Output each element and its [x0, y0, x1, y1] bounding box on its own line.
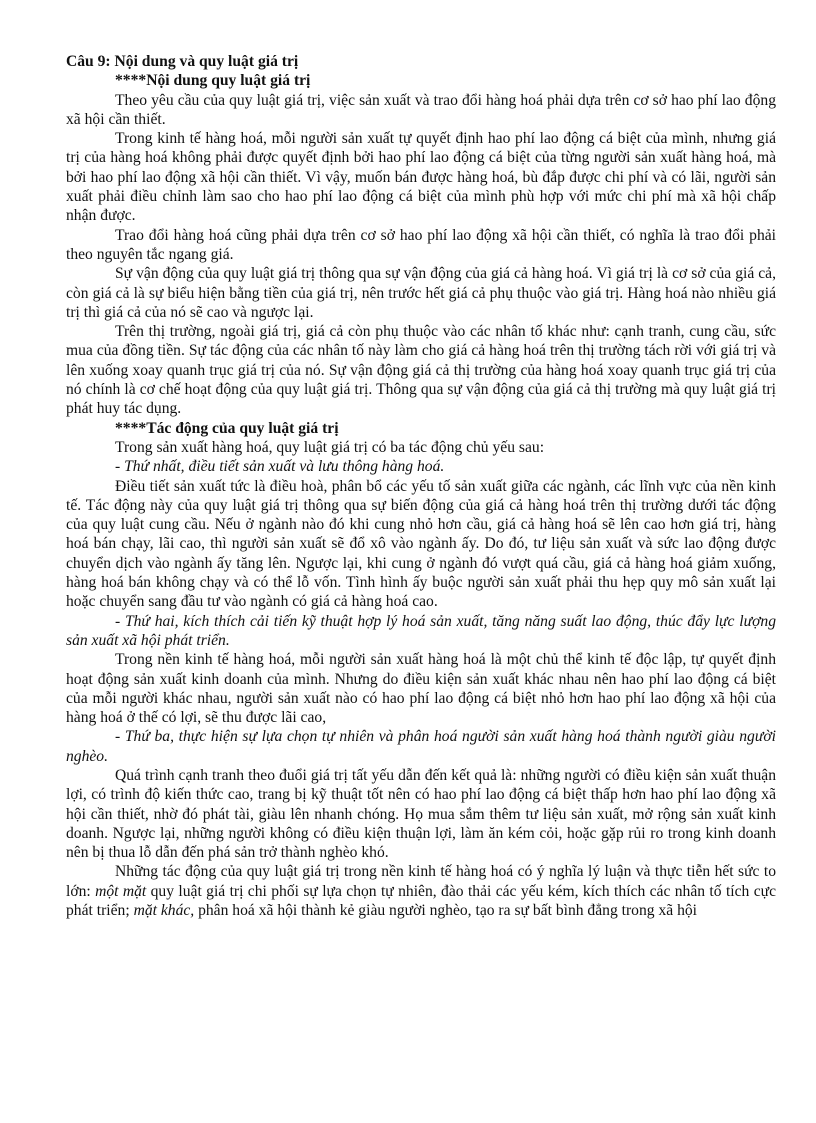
paragraph: Trong kinh tế hàng hoá, mỗi người sản xuất tự quyết định hao phí lao động cá biệt của mình, nhưng giá trị của hàng hoá không phải được quyết định bởi hao phí lao động cá biệt của từng người sản xuất hàng hoá, mà bởi hao phí lao động xã hội cần thiết. Vì vậy, muốn bán được hàng hoá, bù đắp được chi phí và có lãi, người sản xuất phải điều chỉnh làm sao cho hao phí lao động cá biệt của mình phù hợp với mức chi phí mà xã hội chấp nhận được.	[66, 130, 776, 225]
paragraph: Theo yêu cầu của quy luật giá trị, việc sản xuất và trao đổi hàng hoá phải dựa trên cơ sở hao phí lao động xã hội cần thiết.	[66, 91, 776, 128]
paragraph: Trong nền kinh tế hàng hoá, mỗi người sản xuất hàng hoá là một chủ thể kinh tế độc lập, tự quyết định hoạt động sản xuất kinh doanh của mình. Nhưng do điều kiện sản xuất khác nhau nên hao phí lao động cá biệt của mỗi người khác nhau, người sản xuất nào có hao phí lao động cá biệt nhỏ hơn hao phí lao động xã hội của hàng hoá ở thế có lợi, sẽ thu được lãi cao,	[66, 651, 776, 727]
effect-heading: - Thứ hai, kích thích cải tiến kỹ thuật hợp lý hoá sản xuất, tăng năng suất lao động, thúc đẩy lực lượng sản xuất xã hội phát triển.	[66, 612, 776, 649]
paragraph: Điều tiết sản xuất tức là điều hoà, phân bổ các yếu tố sản xuất giữa các ngành, các lĩnh vực của nền kinh tế. Tác động này của quy luật giá trị thông qua sự biến động của giá cả hàng hoá trên thị trường dưới tác động của quy luật cung cầu. Nếu ở ngành nào đó khi cung nhỏ hơn cầu, giá cả hàng hoá sẽ lên cao hơn giá trị, hàng hoá bán chạy, lãi cao, thì người sản xuất sẽ đổ xô vào ngành ấy. Do đó, tư liệu sản xuất và sức lao động được chuyển dịch vào ngành ấy tăng lên. Ngược lại, khi cung ở ngành đó vượt quá cầu, giá cả hàng hoá giảm xuống, hàng hoá bán không chạy và có thể lỗ vốn. Tình hình ấy buộc người sản xuất phải thu hẹp quy mô sản xuất lại hoặc chuyển sang đầu tư vào ngành có giá cả hàng hoá cao.	[66, 477, 776, 611]
emphasis-text: mặt khác,	[133, 902, 195, 920]
effect-heading: - Thứ nhất, điều tiết sản xuất và lưu thông hàng hoá.	[115, 458, 445, 476]
paragraph: Quá trình cạnh tranh theo đuổi giá trị tất yếu dẫn đến kết quả là: những người có điều kiện sản xuất thuận lợi, có trình độ kiến thức cao, trang bị kỹ thuật tốt nên có hao phí lao động cá biệt thấp hơn hao phí lao động xã hội cần thiết, nhờ đó phát tài, giàu lên nhanh chóng. Họ mua sắm thêm tư liệu sản xuất, mở rộng sản xuất kinh doanh. Ngược lại, những người không có điều kiện thuận lợi, làm ăn kém cỏi, hoặc gặp rủi ro trong kinh doanh nên bị thua lỗ dẫn đến phá sản trở thành nghèo khó.	[66, 766, 776, 862]
conclusion-text: Những tác động của quy luật giá trị trong nền kinh tế hàng hoá có ý nghĩa lý luận và thực tiễn hết sức to lớn:	[66, 863, 776, 900]
paragraph: Sự vận động của quy luật giá trị thông qua sự vận động của giá cả hàng hoá. Vì giá trị là cơ sở của giá cả, còn giá cả là sự biểu hiện bằng tiền của giá trị, nên trước hết giá cả phụ thuộc vào giá trị. Hàng hoá nào nhiều giá trị thì giá cả của nó sẽ cao và ngược lại.	[66, 265, 776, 321]
section-heading-content: ****Nội dung quy luật giá trị	[115, 72, 311, 90]
effect-heading: - Thứ ba, thực hiện sự lựa chọn tự nhiên và phân hoá người sản xuất hàng hoá thành người giàu người nghèo.	[66, 728, 776, 765]
paragraph: Trên thị trường, ngoài giá trị, giá cả còn phụ thuộc vào các nhân tố khác như: cạnh tranh, cung cầu, sức mua của đồng tiền. Sự tác động của các nhân tố này làm cho giá cả hàng hoá trên thị trường tách rời với giá trị và lên xuống xoay quanh trục giá trị của nó. Sự vận động giá cả thị trường của hàng hoá xoay quanh trục giá trị của nó chính là cơ chế hoạt động của quy luật giá trị. Thông qua sự vận động của giá cả thị trường mà quy luật giá trị phát huy tác dụng.	[66, 323, 776, 418]
page-title: Câu 9: Nội dung và quy luật giá trị	[66, 53, 299, 70]
paragraph: Trong sản xuất hàng hoá, quy luật giá trị có ba tác động chủ yếu sau:	[115, 438, 545, 456]
conclusion-text: phân hoá xã hội thành kẻ giàu người nghèo, tạo ra sự bất bình đẳng trong xã hội	[194, 902, 698, 920]
conclusion-text: quy luật giá trị chi phối sự lựa chọn tự nhiên, đào thải các yếu kém, kích thích các nhân tố tích cực phát triển;	[66, 882, 776, 920]
conclusion-paragraph	[66, 862, 776, 920]
paragraph: Trao đổi hàng hoá cũng phải dựa trên cơ sở hao phí lao động xã hội cần thiết, có nghĩa là trao đổi phải theo nguyên tắc ngang giá.	[66, 226, 776, 263]
section-heading-effects: ****Tác động của quy luật giá trị	[115, 419, 339, 437]
emphasis-text: một mặt	[95, 882, 147, 900]
